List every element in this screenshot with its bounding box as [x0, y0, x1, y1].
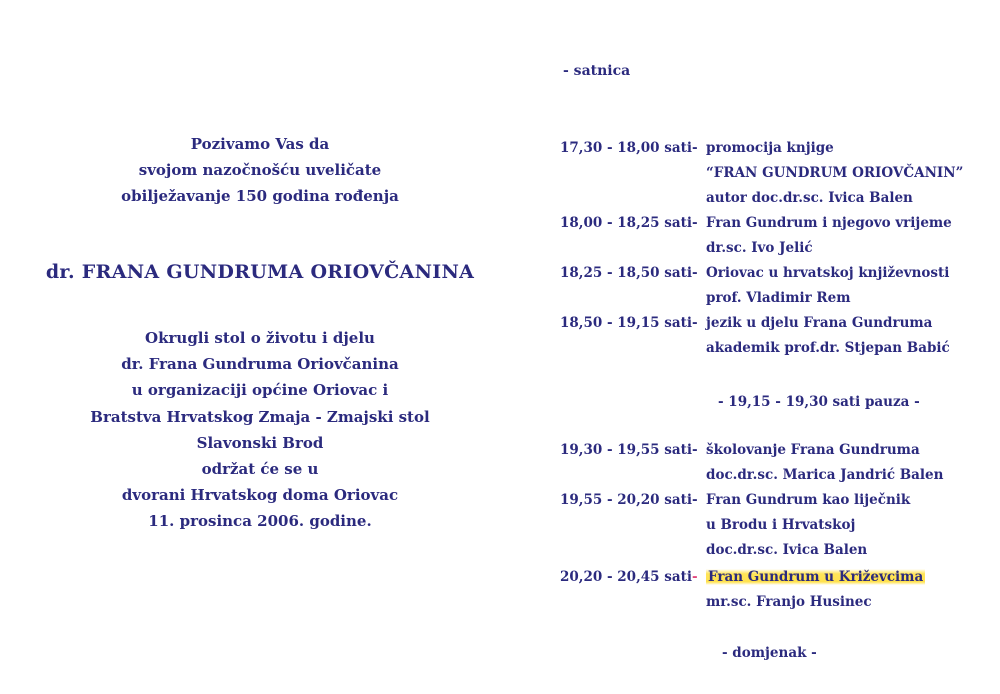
schedule-dash: - [692, 492, 698, 508]
schedule-title: Fran Gundrum i njegovo vrijeme [706, 215, 952, 231]
schedule-speaker: doc.dr.sc. Ivica Balen [706, 542, 868, 558]
schedule-time: 20,20 - 20,45 sati [560, 569, 692, 585]
schedule-speaker: dr.sc. Ivo Jelić [706, 240, 813, 256]
schedule-dash: - [692, 215, 698, 231]
event-details [40, 325, 480, 535]
schedule-speaker: autor doc.dr.sc. Ivica Balen [706, 190, 913, 206]
schedule-dash: - [692, 140, 698, 156]
schedule-title: Oriovac u hrvatskoj književnosti [706, 265, 950, 281]
schedule-dash: - [692, 442, 698, 458]
detail-line: Bratstva Hrvatskog Zmaja - Zmajski stol [90, 407, 430, 426]
detail-line: u organizaciji općine Oriovac i [131, 381, 389, 400]
schedule-speaker: doc.dr.sc. Marica Jandrić Balen [706, 467, 944, 483]
intro-line: obilježavanje 150 godina rođenja [121, 187, 399, 205]
schedule-speaker: akademik prof.dr. Stjepan Babić [706, 340, 950, 356]
schedule-dash: - [692, 265, 698, 281]
closing-note: - domjenak - [722, 645, 817, 661]
schedule-dash: - [692, 569, 698, 585]
honoree-name: dr. FRANA GUNDRUMA ORIOVČANINA [45, 261, 475, 283]
intro-line: Pozivamo Vas da [190, 135, 330, 153]
detail-line: 11. prosinca 2006. godine. [148, 512, 372, 531]
schedule-book-title: “FRAN GUNDRUM ORIOVČANIN” [706, 165, 964, 181]
schedule-time: 19,55 - 20,20 sati [560, 492, 692, 508]
schedule-dash: - [692, 315, 698, 331]
schedule-time: 18,50 - 19,15 sati [560, 315, 692, 331]
schedule-time: 18,25 - 18,50 sati [560, 265, 692, 281]
schedule-time: 17,30 - 18,00 sati [560, 140, 692, 156]
schedule-subtitle: u Brodu i Hrvatskoj [706, 517, 856, 533]
schedule-time: 19,30 - 19,55 sati [560, 442, 692, 458]
schedule-time: 18,00 - 18,25 sati [560, 215, 692, 231]
highlighted-text: Fran Gundrum u Križevcima [708, 569, 924, 585]
schedule-title: promocija knjige [706, 140, 834, 156]
detail-line: dvorani Hrvatskog doma Oriovac [121, 486, 399, 505]
schedule-speaker: mr.sc. Franjo Husinec [706, 594, 872, 610]
detail-line: dr. Frana Gundruma Oriovčanina [121, 355, 399, 374]
schedule-title-highlighted [706, 569, 925, 585]
schedule-title: jezik u djelu Frana Gundruma [706, 315, 933, 331]
schedule-title: Fran Gundrum kao liječnik [706, 492, 911, 508]
intro-line: svojom nazočnošću uveličate [138, 161, 382, 179]
schedule-heading: - satnica [563, 63, 631, 79]
detail-line: Slavonski Brod [196, 433, 324, 452]
schedule-speaker: prof. Vladimir Rem [706, 290, 851, 306]
pause-note: - 19,15 - 19,30 sati pauza - [718, 394, 920, 410]
detail-line: Okrugli stol o životu i djelu [145, 329, 375, 347]
schedule-title: školovanje Frana Gundruma [706, 442, 920, 458]
detail-line: održat će se u [201, 460, 319, 479]
invitation-intro [40, 131, 480, 209]
